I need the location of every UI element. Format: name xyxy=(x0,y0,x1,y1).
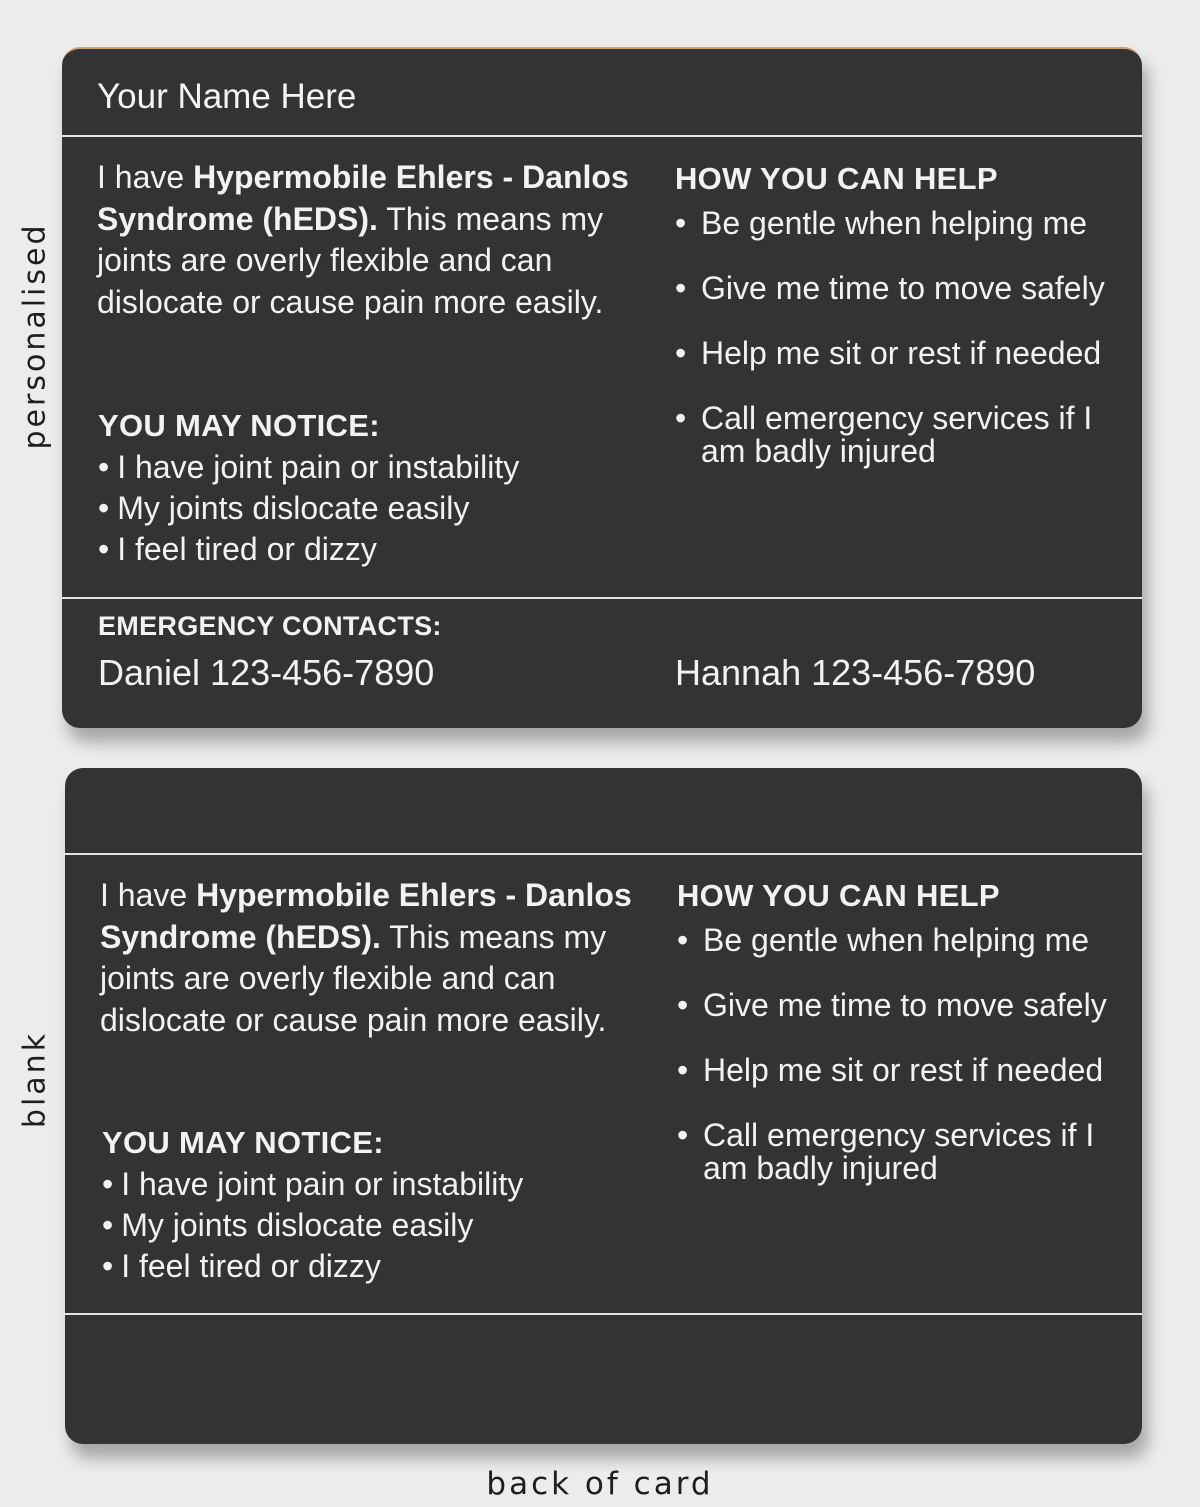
help-item: • Give me time to move safely xyxy=(675,272,1115,305)
personalised-card xyxy=(62,47,1142,728)
footer-divider xyxy=(62,597,1142,599)
help-item: • Help me sit or rest if needed xyxy=(675,337,1115,370)
help-item: • Give me time to move safely xyxy=(677,989,1117,1022)
help-list xyxy=(677,924,1117,1217)
header-divider xyxy=(65,853,1142,855)
condition-intro xyxy=(100,875,660,1041)
notice-item: • I have joint pain or instability xyxy=(102,1164,523,1205)
help-item: • Call emergency services if I am badly injured xyxy=(677,1119,1117,1185)
blank-card xyxy=(65,768,1142,1444)
card-name: Your Name Here xyxy=(97,77,357,116)
intro-description: This means my joints are overly flexible and can dislocate or cause pain more easily. xyxy=(100,918,607,1038)
notice-list xyxy=(102,1164,523,1287)
emergency-contacts-heading: EMERGENCY CONTACTS: xyxy=(98,611,442,641)
blank-label: blank xyxy=(17,1030,53,1129)
intro-prefix: I have xyxy=(97,159,194,195)
condition-name: Hypermobile Ehlers - Danlos Syndrome (hEDS). xyxy=(100,877,632,955)
condition-intro xyxy=(97,157,657,323)
notice-item: • I feel tired or dizzy xyxy=(102,1246,523,1287)
condition-name: Hypermobile Ehlers - Danlos Syndrome (hEDS). xyxy=(97,159,629,237)
notice-heading: YOU MAY NOTICE: xyxy=(98,408,380,443)
intro-prefix: I have xyxy=(100,877,197,913)
notice-item: • My joints dislocate easily xyxy=(98,488,519,529)
header-divider xyxy=(62,135,1142,137)
help-item: • Call emergency services if I am badly injured xyxy=(675,402,1115,468)
help-item: • Help me sit or rest if needed xyxy=(677,1054,1117,1087)
footer-divider xyxy=(65,1313,1142,1315)
emergency-contact-2: Hannah 123-456-7890 xyxy=(675,652,1036,693)
help-list xyxy=(675,207,1115,500)
help-heading: HOW YOU CAN HELP xyxy=(675,161,998,196)
help-item: • Be gentle when helping me xyxy=(677,924,1117,957)
personalised-label: personalised xyxy=(17,222,53,450)
notice-item: • I have joint pain or instability xyxy=(98,447,519,488)
notice-item: • I feel tired or dizzy xyxy=(98,529,519,570)
help-item: • Be gentle when helping me xyxy=(675,207,1115,240)
help-heading: HOW YOU CAN HELP xyxy=(677,878,1000,913)
emergency-contact-1: Daniel 123-456-7890 xyxy=(98,652,435,693)
notice-item: • My joints dislocate easily xyxy=(102,1205,523,1246)
notice-heading: YOU MAY NOTICE: xyxy=(102,1125,384,1160)
notice-list xyxy=(98,447,519,570)
intro-description: This means my joints are overly flexible and can dislocate or cause pain more easily. xyxy=(97,200,604,320)
back-of-card-caption: back of card xyxy=(486,1466,714,1502)
